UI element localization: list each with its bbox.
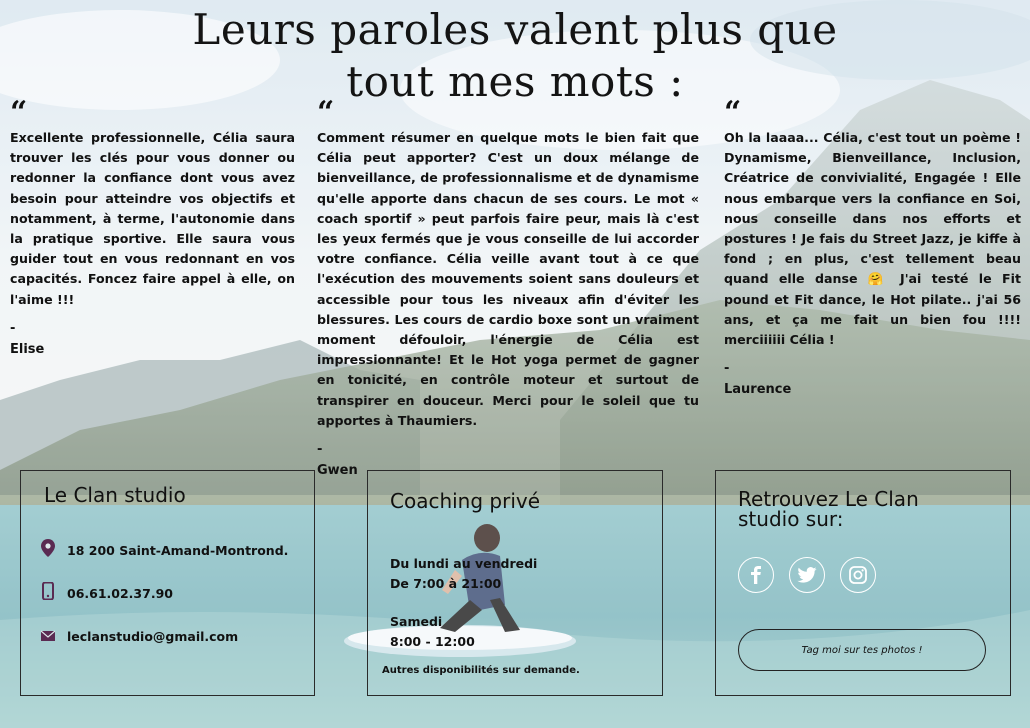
testimonial-2 [317,95,699,479]
availability-note: Autres disponibilités sur demande. [382,665,580,676]
saturday-time: 8:00 - 12:00 [390,633,475,649]
social-title-line-1: Retrouvez Le Clan [738,487,919,511]
weekday-hours [390,554,537,593]
testimonial-text: Excellente professionnelle, Célia saura trouver les clés pour vous donner ou redonner la confiance dont vous avez besoin pour atteindre vos objectifs et notamment, à terme, l'autonomie dans la pratique sportive. Elle saura vous guider tout en vous redonnant en vos capacités. Foncez faire appel à elle, on l'aime !!! [10,130,295,307]
testimonial-1 [10,95,295,357]
location-pin-icon [41,539,55,561]
quote-icon: “ [724,95,742,130]
social-title-line-2: studio sur: [738,507,844,531]
title-line-2: tout mes mots : [346,57,684,106]
weekday-label: Du lundi au vendredi [390,556,538,571]
testimonial-author: Elise [10,341,45,357]
saturday-hours [390,612,475,651]
address-row [41,539,288,561]
testimonial-author: Laurence [724,382,792,398]
address-text: 18 200 Saint-Amand-Montrond. [67,542,289,558]
phone-row [41,582,173,604]
social-card-title [738,489,919,529]
phone-number[interactable]: 06.61.02.37.90 [67,585,173,601]
weekday-time: De 7:00 à 21:00 [390,575,502,591]
coaching-card [367,470,663,696]
tag-photos-button[interactable]: Tag moi sur tes photos ! [738,629,986,671]
author-dash: - [317,442,323,458]
page-title [0,4,1030,108]
contact-card-title: Le Clan studio [44,483,186,507]
facebook-icon[interactable] [738,557,774,593]
author-dash: - [724,361,730,377]
testimonial-text: Oh la laaaa... Célia, c'est tout un poème ! Dynamisme, Bienveillance, Inclusion, Créatrice de convivialité, Engagée ! Elle nous embarque vers la confiance en Soi, nous conseille dans nos efforts et postures ! Je fais du Street Jazz, je kiffe à fond ; en plus, c'est tellement beau quand elle danse 🤗 J'ai testé le Fit pound et Fit dance, le Hot pilate.. j'ai 56 ans, et ça me fait un bien fou !!!! merciiiiii Célia ! [724,130,1021,348]
testimonial-3 [724,95,1021,398]
email-row [41,627,238,646]
title-line-1: Leurs paroles valent plus que [192,5,838,54]
author-dash: - [10,320,16,336]
mail-icon [41,627,55,646]
social-card [715,470,1011,696]
instagram-icon[interactable] [840,557,876,593]
testimonial-author: Gwen [317,463,358,479]
phone-icon [41,582,55,604]
coaching-card-title: Coaching privé [390,489,541,513]
testimonial-text: Comment résumer en quelque mots le bien fait que Célia peut apporter? C'est un doux mélange de bienveillance, de professionnalisme et de dynamisme qu'elle apporte dans chacun de ses cours. Le mot « coach sportif » peut parfois faire peur, mais là c'est les yeux fermés que je vous conseille de lui accorder votre confiance. Célia veille avant tout à ce que l'exécution des mouvements soient sans douleurs et accessible pour tous les niveaux afin d'éviter les blessures. Les cours de cardio boxe sont un vraiment moment défouloir, l'énergie de Célia est impressionnante! Et le Hot yoga permet de gagner en tonicité, en contrôle moteur et surtout de transpirer en douceur. Merci pour le soleil que tu apportes à Thaumiers. [317,130,699,428]
email-link[interactable]: leclanstudio@gmail.com [67,629,239,644]
twitter-icon[interactable] [789,557,825,593]
saturday-label: Samedi [390,614,443,629]
quote-icon: “ [317,95,335,130]
quote-icon: “ [10,95,28,130]
contact-card [20,470,315,696]
social-links [738,557,876,593]
